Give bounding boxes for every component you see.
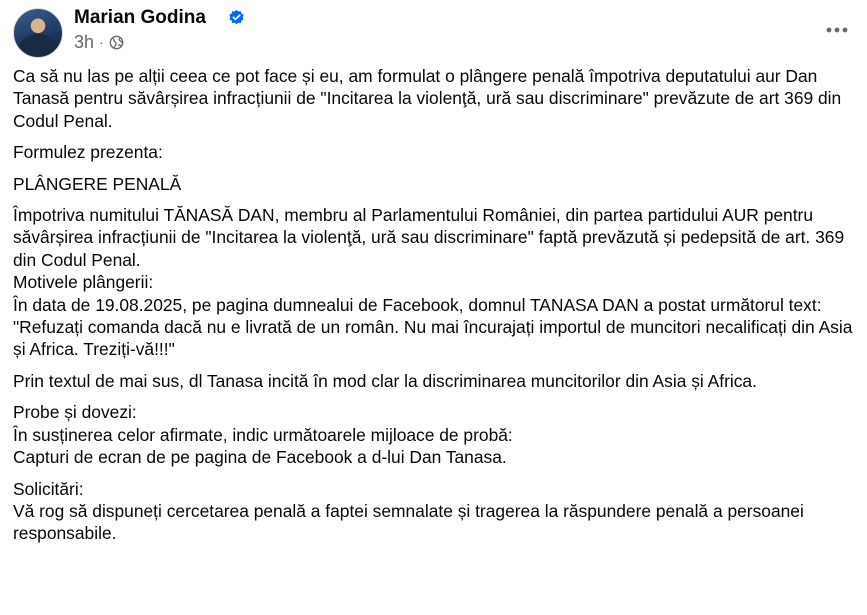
text-line: În susținerea celor afirmate, indic următoarele mijloace de probă: (13, 424, 513, 445)
text-line: Vă rog să dispuneți cercetarea penală a faptei semnalate și tragerea la răspundere penală a persoanei responsabile. (13, 500, 804, 544)
globe-icon[interactable] (109, 35, 124, 50)
text-line: Probe și dovezi: (13, 402, 137, 423)
text-line: Solicitări: (13, 478, 84, 499)
text-line: În data de 19.08.2025, pe pagina dumnealui de Facebook, domnul TANASA DAN a postat următorul text: (13, 294, 822, 315)
paragraph-complaint (13, 204, 858, 361)
text-line: Motivele plângerii: (13, 272, 154, 293)
post-timestamp[interactable]: 3h (74, 31, 95, 52)
text-line: PLÂNGERE PENALĂ (13, 173, 182, 194)
meta-separator: · (99, 34, 104, 50)
paragraph-formulez (13, 141, 858, 163)
more-options-icon (825, 27, 849, 33)
paragraph-title (13, 173, 858, 195)
verified-badge-icon (228, 9, 245, 26)
text-line: "Refuzați comanda dacă nu e livrată de un român. Nu mai încurajați importul de muncitori necalificați din Asia și Africa. Treziți-vă!!!" (13, 317, 853, 360)
paragraph-evidence (13, 401, 858, 468)
text-line: Prin textul de mai sus, dl Tanasa incită în mod clar la discriminarea muncitorilor din Asia și Africa. (13, 370, 757, 391)
post-meta (74, 32, 124, 52)
text-line: Ca să nu las pe alții ceea ce pot face și eu, am formulat o plângere penală împotriva deputatului aur Dan Tanasă pentru săvârșirea infracțiunii de "Incitarea la violenţă, ură sau discriminare" prevăzute de art 369 din Codul Penal. (13, 66, 842, 131)
post-header (0, 0, 867, 64)
text-line: Capturi de ecran de pe pagina de Facebook a d-lui Dan Tanasa. (13, 447, 507, 468)
post-text (13, 65, 858, 554)
paragraph-argument (13, 370, 858, 392)
paragraph-requests (13, 478, 858, 545)
text-line: Formulez prezenta: (13, 142, 163, 163)
avatar[interactable] (13, 8, 63, 58)
more-options-button[interactable] (821, 18, 853, 42)
paragraph-intro (13, 65, 858, 132)
author-name[interactable]: Marian Godina (74, 7, 206, 28)
text-line: Împotriva numitului TĂNASĂ DAN, membru al Parlamentului României, din partea partidului AUR pentru săvârșirea infracțiunii de "Incitarea la violenţă, ură sau discriminare" faptă prevăzută și pedepsită de art. 369 din Codul Penal. (13, 205, 845, 270)
